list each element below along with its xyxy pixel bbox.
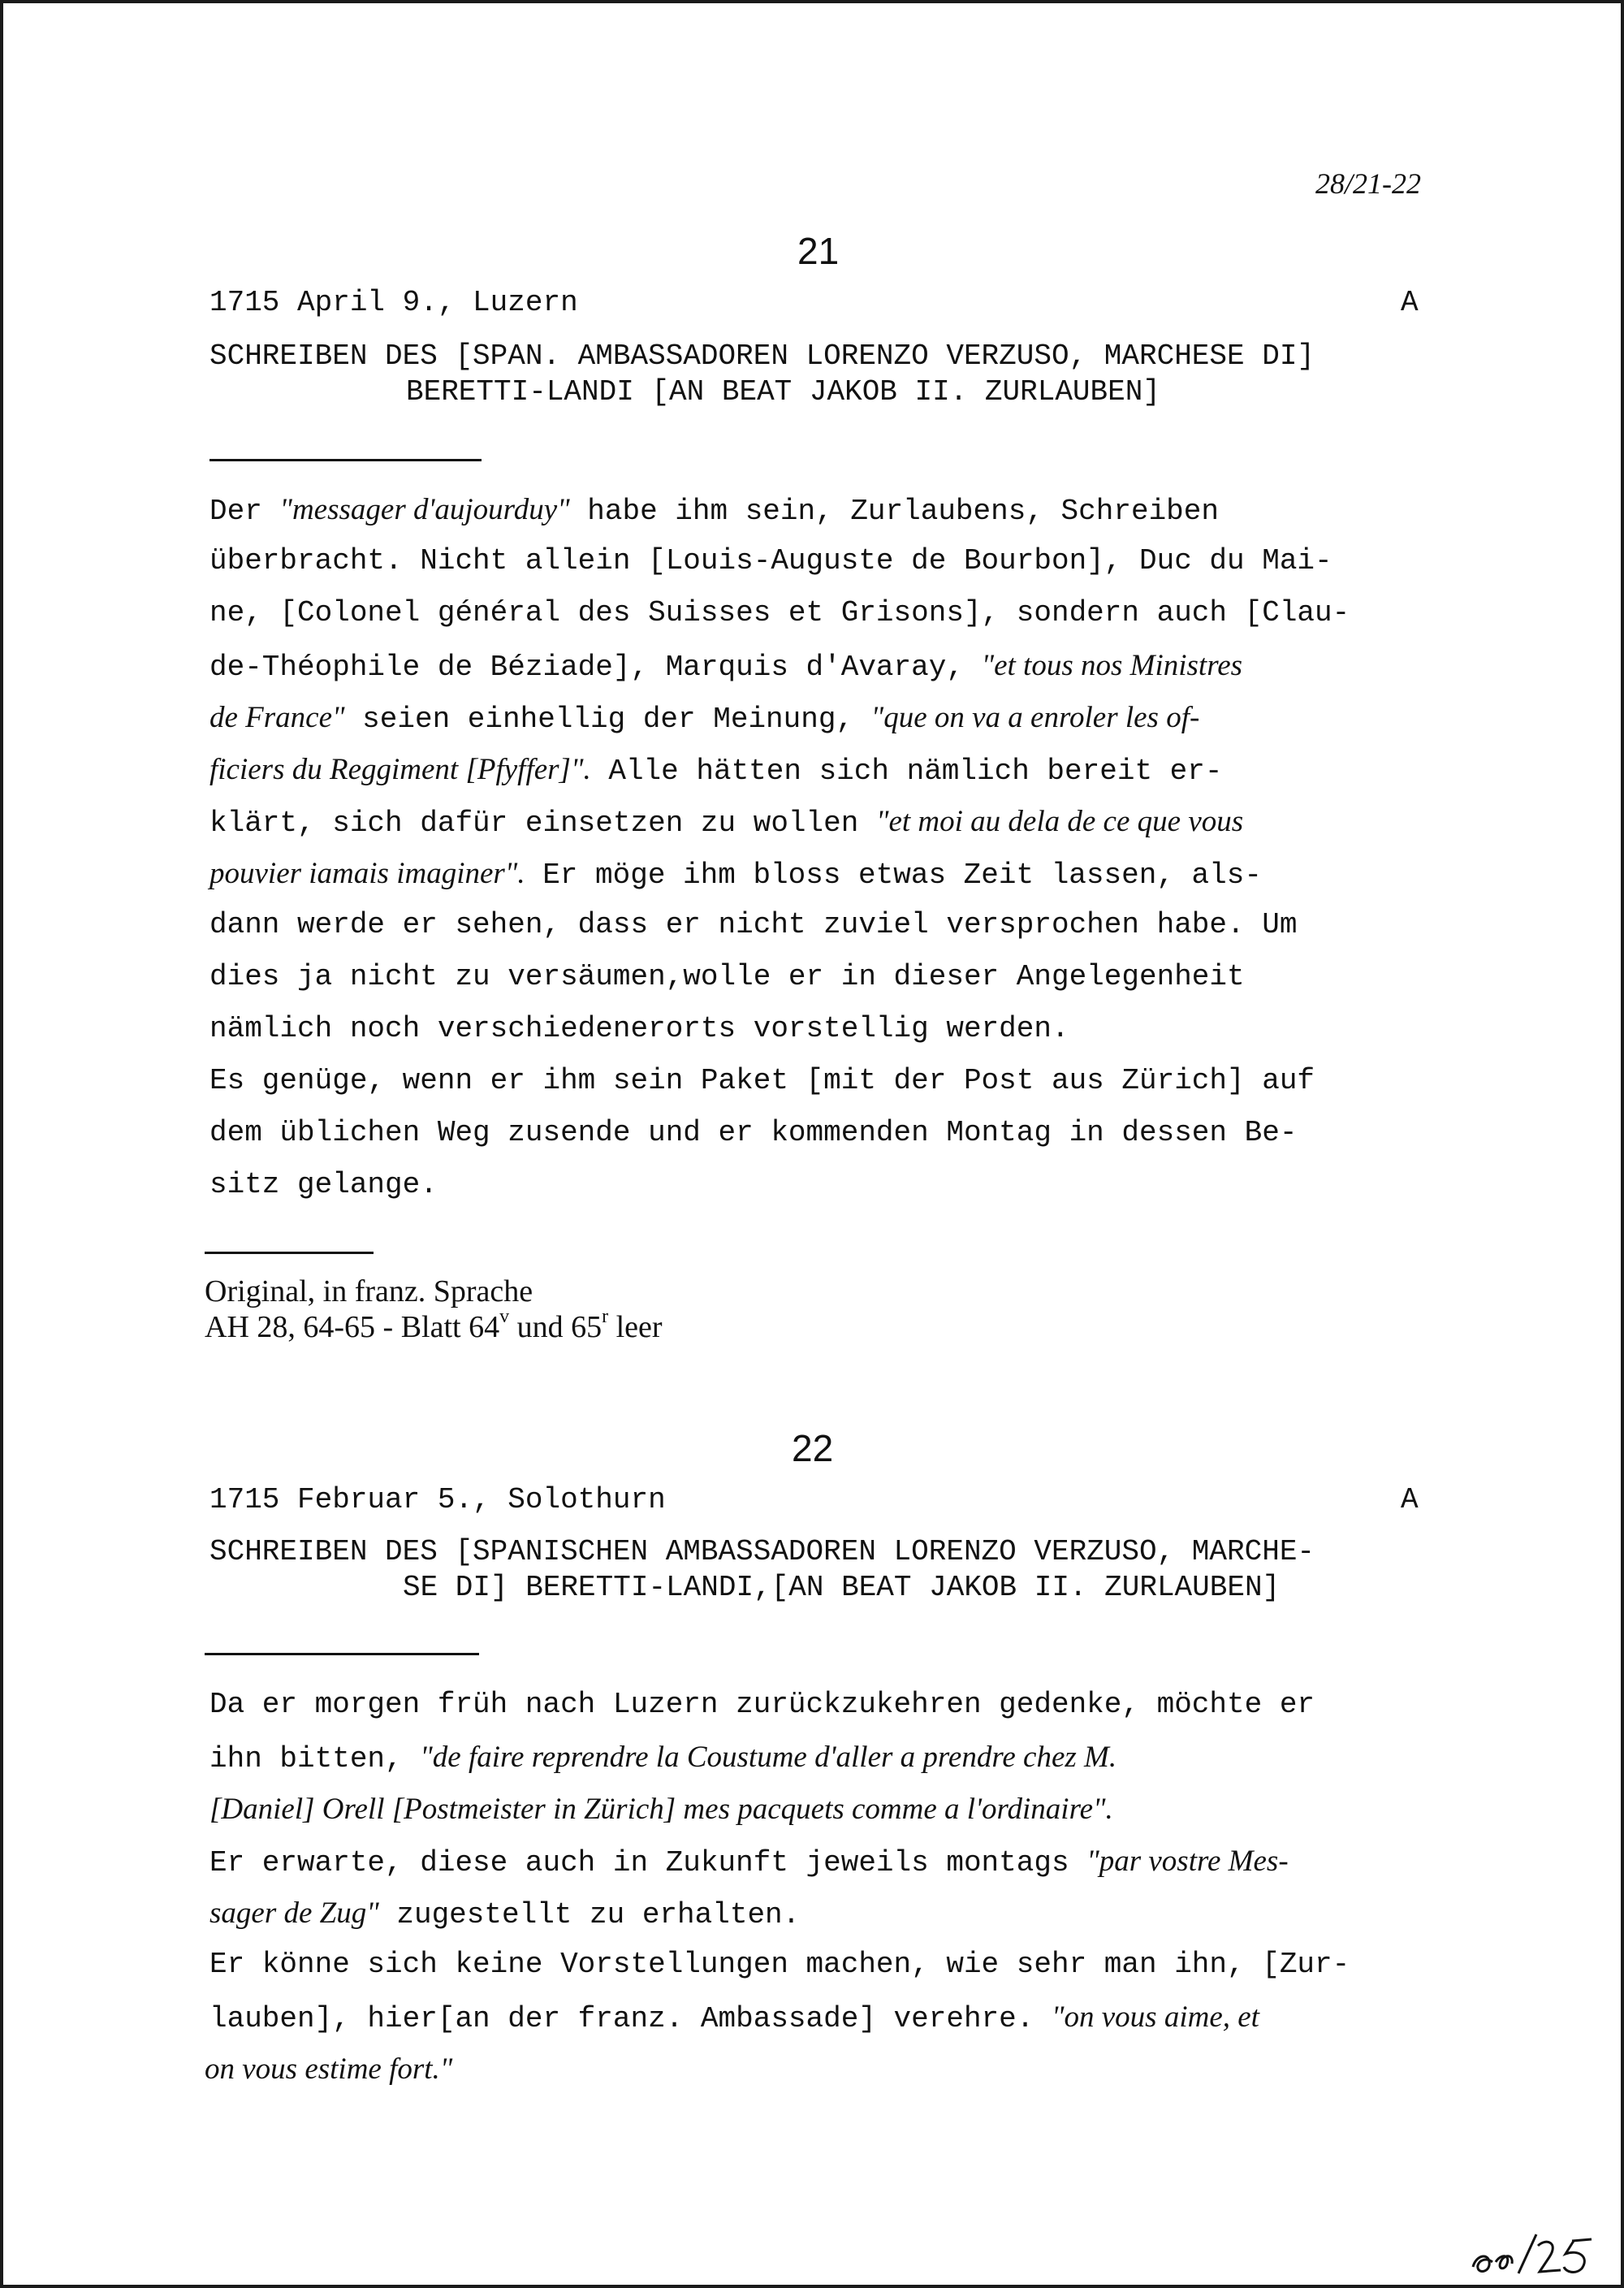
- doc22-body-line: sager de Zug" zugestellt zu erhalten.: [209, 1897, 801, 1931]
- doc21-body-line: ne, [Colonel général des Suisses et Grisons], sondern auch [Clau-: [209, 596, 1350, 629]
- scan-border-top: [0, 0, 1624, 3]
- doc22-date-place: 1715 Februar 5., Solothurn: [209, 1483, 666, 1516]
- doc21-note-original: Original, in franz. Sprache: [205, 1274, 533, 1308]
- doc21-body-line: Der "messager d'aujourduy" habe ihm sein, Zurlaubens, Schreiben: [209, 493, 1219, 528]
- doc21-date-place: 1715 April 9., Luzern: [209, 286, 578, 319]
- doc21-body-line: Es genüge, wenn er ihm sein Paket [mit der Post aus Zürich] auf: [209, 1064, 1315, 1097]
- doc21-body-line: dem üblichen Weg zusende und er kommenden Montag in dessen Be-: [209, 1116, 1298, 1149]
- doc21-body-line: überbracht. Nicht allein [Louis-Auguste de Bourbon], Duc du Mai-: [209, 544, 1332, 577]
- scan-border-bottom: [0, 2285, 1624, 2288]
- doc21-note-archive: AH 28, 64-65 - Blatt 64$^v$ und 65$^r$ leer: [205, 1306, 663, 1344]
- doc22-marker: A: [1401, 1483, 1419, 1516]
- doc21-body-line: sitz gelange.: [209, 1168, 438, 1201]
- doc22-title-rule: [205, 1653, 479, 1655]
- doc21-body-line: dann werde er sehen, dass er nicht zuviel versprochen habe. Um: [209, 908, 1298, 941]
- doc22-body-line: ihn bitten, "de faire reprendre la Coustume d'aller a prendre chez M.: [209, 1741, 1117, 1775]
- doc21-note-rule: [205, 1252, 374, 1254]
- doc21-body-line: nämlich noch verschiedenerorts vorstellig werden.: [209, 1012, 1069, 1045]
- doc22-body-line: [Daniel] Orell [Postmeister in Zürich] mes pacquets comme a l'ordinaire".: [209, 1793, 1113, 1826]
- doc22-body-line: Er erwarte, diese auch in Zukunft jeweils montags "par vostre Mes-: [209, 1845, 1289, 1879]
- doc21-body-line: klärt, sich dafür einsetzen zu wollen "et moi au dela de ce que vous: [209, 805, 1244, 840]
- doc21-marker: A: [1401, 286, 1419, 319]
- doc21-body-line: pouvier iamais imaginer". Er möge ihm bloss etwas Zeit lassen, als-: [209, 857, 1262, 892]
- doc21-title-line1: SCHREIBEN DES [SPAN. AMBASSADOREN LORENZO VERZUSO, MARCHESE DI]: [209, 340, 1315, 373]
- doc21-number: 21: [797, 230, 840, 272]
- doc22-title-line1: SCHREIBEN DES [SPANISCHEN AMBASSADOREN LORENZO VERZUSO, MARCHE-: [209, 1535, 1315, 1568]
- doc22-title-line2: SE DI] BERETTI-LANDI,[AN BEAT JAKOB II. ZURLAUBEN]: [403, 1571, 1281, 1604]
- doc22-body-line: on vous estime fort.": [205, 2052, 453, 2086]
- doc22-body-line: Er könne sich keine Vorstellungen machen, wie sehr man ihn, [Zur-: [209, 1948, 1350, 1981]
- doc21-title-line2: BERETTI-LANDI [AN BEAT JAKOB II. ZURLAUBEN]: [406, 375, 1160, 409]
- doc22-body-line: Da er morgen früh nach Luzern zurückzukehren gedenke, möchte er: [209, 1688, 1315, 1721]
- doc21-body-line: de-Théophile de Béziade], Marquis d'Avaray, "et tous nos Ministres: [209, 649, 1243, 684]
- doc22-number: 22: [792, 1427, 834, 1469]
- doc21-title-rule: [209, 459, 482, 461]
- doc22-body-line: lauben], hier[an der franz. Ambassade] verehre. "on vous aime, et: [209, 2000, 1259, 2035]
- doc21-body-line: dies ja nicht zu versäumen,wolle er in dieser Angelegenheit: [209, 960, 1245, 993]
- doc21-body-line: de France" seien einhellig der Meinung, "que on va a enroler les of-: [209, 701, 1200, 736]
- page-reference: 28/21-22: [1315, 167, 1421, 200]
- scan-border-right: [1621, 0, 1624, 2288]
- doc21-body-line: ficiers du Reggiment [Pfyffer]". Alle hätten sich nämlich bereit er-: [209, 753, 1223, 788]
- handwritten-folio-mark: [1468, 2230, 1606, 2278]
- scan-border-left: [0, 0, 3, 2288]
